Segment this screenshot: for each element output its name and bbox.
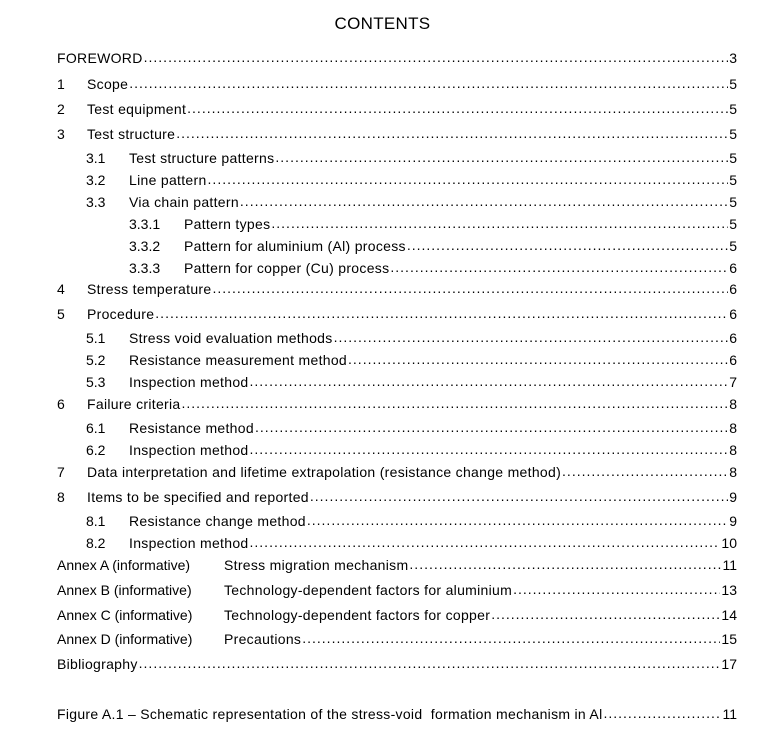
toc-entry-page: 14: [721, 607, 737, 623]
toc-entry-title: Scope: [87, 76, 129, 92]
toc-entry-page: 8: [729, 442, 737, 458]
toc-entry-resistance-method[interactable]: [86, 418, 737, 438]
toc-entry-procedure[interactable]: [57, 304, 737, 324]
toc-entry-test-structure-patterns[interactable]: [86, 148, 737, 168]
toc-entry-page: 6: [729, 306, 737, 322]
toc-entry-title: Line pattern: [129, 172, 207, 188]
dot-leader: [129, 73, 728, 93]
dot-leader: [139, 653, 721, 673]
dot-leader: [407, 235, 728, 255]
toc-entry-title: Technology-dependent factors for aluminium: [224, 582, 513, 598]
toc-entry-title: Bibliography: [57, 656, 138, 672]
toc-entry-title: Stress void evaluation methods: [129, 330, 333, 346]
toc-entry-page: 6: [729, 330, 737, 346]
toc-entry-stress-temperature[interactable]: [57, 279, 737, 299]
page-title: CONTENTS: [334, 14, 431, 33]
toc-entry-page: 6: [729, 352, 737, 368]
toc-entry-number: 3.3.2: [129, 238, 161, 254]
toc-entry-page: 5: [729, 76, 737, 92]
toc-entry-title: Pattern types: [184, 216, 271, 232]
dot-leader: [155, 303, 728, 323]
toc-entry-bibliography[interactable]: [57, 654, 737, 674]
toc-entry-number: 8.2: [86, 535, 106, 551]
toc-entry-page: 5: [729, 238, 737, 254]
toc-entry-number: 3.3.3: [129, 260, 161, 276]
toc-entry-title: Inspection method: [129, 442, 249, 458]
toc-entry-page: 10: [721, 535, 737, 551]
toc-entry-number: 8.1: [86, 513, 106, 529]
dot-leader: [603, 703, 721, 723]
toc-entry-line-pattern[interactable]: [86, 170, 737, 190]
toc-entry-number: 5.1: [86, 330, 106, 346]
toc-entry-title: Precautions: [224, 631, 302, 647]
toc-entry-page: 6: [729, 260, 737, 276]
toc-entry-page: 5: [729, 194, 737, 210]
toc-entry-number: 6: [57, 396, 65, 412]
toc-entry-number: 8: [57, 489, 65, 505]
toc-entry-title: Test equipment: [87, 101, 187, 117]
dot-leader: [302, 628, 720, 648]
dot-leader: [144, 47, 729, 67]
toc-entry-page: 5: [729, 101, 737, 117]
dot-leader: [307, 510, 728, 530]
toc-entry-number: Annex B (informative): [57, 582, 192, 598]
toc-entry-via-chain-pattern[interactable]: [86, 192, 737, 212]
toc-entry-number: 5: [57, 306, 65, 322]
toc-entry-title: Via chain pattern: [129, 194, 239, 210]
toc-entry-number: 7: [57, 464, 65, 480]
figure-entry-title: Figure A.1 – Schematic representation of the stress-void formation mechanism in Al: [57, 706, 603, 722]
toc-entry-page: 17: [721, 656, 737, 672]
toc-entry-number: 3: [57, 126, 65, 142]
dot-leader: [348, 349, 728, 369]
toc-entry-page: 13: [721, 582, 737, 598]
toc-entry-page: 5: [729, 126, 737, 142]
toc-entry-inspection-method[interactable]: [86, 533, 737, 553]
dot-leader: [310, 486, 728, 506]
toc-entry-title: Test structure patterns: [129, 150, 275, 166]
dot-leader: [562, 461, 728, 481]
toc-entry-number: Annex C (informative): [57, 607, 193, 623]
dot-leader: [208, 169, 729, 189]
toc-entry-title: Test structure: [87, 126, 176, 142]
toc-entry-page: 9: [729, 513, 737, 529]
toc-entry-page: 8: [729, 396, 737, 412]
toc-entry-pattern-aluminium[interactable]: [129, 236, 737, 256]
toc-entry-page: 7: [729, 374, 737, 390]
dot-leader: [409, 554, 721, 574]
toc-entry-pattern-types[interactable]: [129, 214, 737, 234]
dot-leader: [275, 147, 728, 167]
toc-entry-title: Data interpretation and lifetime extrapolation (resistance change method): [87, 464, 562, 480]
toc-entry-items-specified[interactable]: [57, 487, 737, 507]
dot-leader: [491, 604, 720, 624]
figure-entry-page: 11: [722, 706, 737, 722]
figure-entry-a1[interactable]: [57, 704, 737, 724]
dot-leader: [255, 417, 728, 437]
dot-leader: [334, 327, 729, 347]
toc-entry-inspection-method[interactable]: [86, 440, 737, 460]
toc-entry-page: 6: [729, 281, 737, 297]
toc-entry-number: 1: [57, 76, 65, 92]
dot-leader: [182, 393, 729, 413]
toc-entry-title: Resistance measurement method: [129, 352, 348, 368]
toc-entry-number: 6.2: [86, 442, 106, 458]
dot-leader: [250, 439, 729, 459]
toc-entry-annex-c[interactable]: [57, 605, 737, 625]
dot-leader: [212, 278, 728, 298]
toc-entry-page: 9: [729, 489, 737, 505]
dot-leader: [240, 191, 728, 211]
dot-leader: [390, 257, 728, 277]
toc-entry-number: 3.3.1: [129, 216, 161, 232]
toc-entry-title: Inspection method: [129, 535, 249, 551]
toc-entry-page: 8: [729, 420, 737, 436]
dot-leader: [513, 579, 720, 599]
toc-entry-title: Stress temperature: [87, 281, 212, 297]
toc-entry-number: Annex A (informative): [57, 557, 191, 573]
toc-entry-title: Resistance method: [129, 420, 254, 436]
toc-entry-annex-a[interactable]: [57, 555, 737, 575]
toc-entry-test-structure[interactable]: [57, 124, 737, 144]
toc-entry-title: Pattern for copper (Cu) process: [184, 260, 390, 276]
toc-entry-failure-criteria[interactable]: [57, 394, 737, 414]
toc-entry-page: 5: [729, 172, 737, 188]
toc-entry-number: 2: [57, 101, 65, 117]
toc-entry-data-interpretation[interactable]: [57, 462, 737, 482]
toc-entry-number: 3.2: [86, 172, 106, 188]
toc-entry-title: Stress migration mechanism: [224, 557, 409, 573]
toc-entry-inspection-method[interactable]: [86, 372, 737, 392]
toc-entry-page: 15: [721, 631, 737, 647]
toc-entry-scope[interactable]: [57, 74, 737, 94]
toc-entry-page: 5: [729, 150, 737, 166]
toc-entry-title: Technology-dependent factors for copper: [224, 607, 491, 623]
toc-entry-number: 6.1: [86, 420, 106, 436]
toc-entry-page: 3: [729, 50, 737, 66]
toc-entry-number: 3.3: [86, 194, 106, 210]
toc-entry-number: 5.3: [86, 374, 106, 390]
toc-entry-resistance-measurement[interactable]: [86, 350, 737, 370]
toc-entry-number: Annex D (informative): [57, 631, 193, 647]
toc-entry-title: FOREWORD: [57, 50, 143, 66]
toc-entry-page: 8: [729, 464, 737, 480]
toc-entry-title: Inspection method: [129, 374, 249, 390]
toc-entry-title: Failure criteria: [87, 396, 181, 412]
toc-entry-title: Procedure: [87, 306, 155, 322]
dot-leader: [271, 213, 728, 233]
toc-entry-page: 11: [722, 557, 737, 573]
toc-entry-foreword[interactable]: [57, 48, 737, 68]
toc-entry-number: 3.1: [86, 150, 106, 166]
toc-entry-resistance-change-method[interactable]: [86, 511, 737, 531]
dot-leader: [250, 532, 721, 552]
toc-entry-title: Resistance change method: [129, 513, 306, 529]
toc-entry-title: Items to be specified and reported: [87, 489, 309, 505]
toc-entry-page: 5: [729, 216, 737, 232]
toc-entry-number: 5.2: [86, 352, 106, 368]
toc-entry-stress-void-evaluation[interactable]: [86, 328, 737, 348]
toc-entry-number: 4: [57, 281, 65, 297]
dot-leader: [250, 371, 729, 391]
dot-leader: [176, 123, 728, 143]
toc-entry-pattern-copper[interactable]: [129, 258, 737, 278]
toc-entry-test-equipment[interactable]: [57, 99, 737, 119]
toc-entry-annex-b[interactable]: [57, 580, 737, 600]
dot-leader: [187, 98, 728, 118]
toc-entry-title: Pattern for aluminium (Al) process: [184, 238, 406, 254]
toc-entry-annex-d[interactable]: [57, 629, 737, 649]
